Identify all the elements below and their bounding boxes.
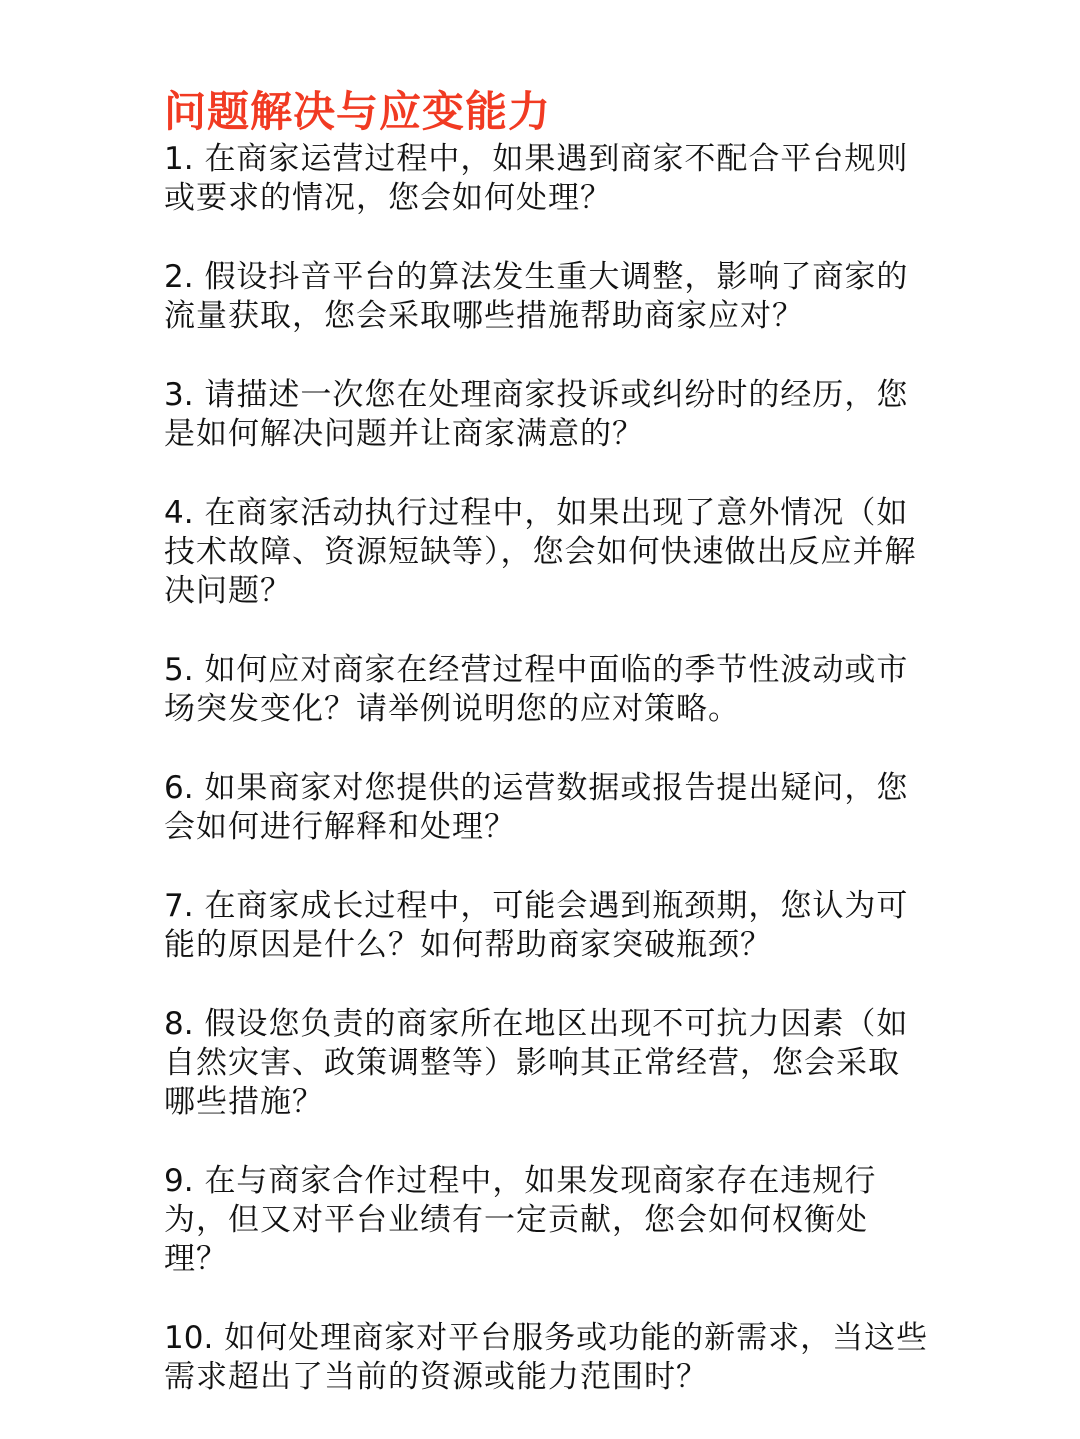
page-title: 问题解决与应变能力 xyxy=(164,87,552,136)
question-number: 2. xyxy=(164,259,194,295)
question-item-9 xyxy=(164,1162,930,1279)
question-item-2 xyxy=(164,258,930,336)
question-item-1 xyxy=(164,140,930,218)
question-text: 在商家活动执行过程中，如果出现了意外情况（如技术故障、资源短缺等），您会如何快速做出反应并解决问题？ xyxy=(164,495,917,609)
question-number: 4. xyxy=(164,495,194,531)
question-text: 在与商家合作过程中，如果发现商家存在违规行为，但又对平台业绩有一定贡献，您会如何权衡处理？ xyxy=(164,1163,877,1277)
question-number: 9. xyxy=(164,1163,194,1199)
question-text: 如何应对商家在经营过程中面临的季节性波动或市场突发变化？请举例说明您的应对策略。 xyxy=(164,652,909,727)
question-text: 请描述一次您在处理商家投诉或纠纷时的经历，您是如何解决问题并让商家满意的？ xyxy=(164,377,909,452)
question-number: 7. xyxy=(164,888,194,924)
question-text: 假设您负责的商家所在地区出现不可抗力因素（如自然灾害、政策调整等）影响其正常经营，您会采取哪些措施？ xyxy=(164,1006,909,1120)
question-number: 8. xyxy=(164,1006,194,1042)
question-item-7 xyxy=(164,887,930,965)
question-number: 5. xyxy=(164,652,194,688)
question-text: 在商家成长过程中，可能会遇到瓶颈期，您认为可能的原因是什么？如何帮助商家突破瓶颈？ xyxy=(164,888,909,963)
question-text: 如果商家对您提供的运营数据或报告提出疑问，您会如何进行解释和处理？ xyxy=(164,770,909,845)
question-item-8 xyxy=(164,1005,930,1122)
question-list xyxy=(164,140,930,1397)
question-text: 在商家运营过程中，如果遇到商家不配合平台规则或要求的情况，您会如何处理？ xyxy=(164,141,909,216)
question-item-10 xyxy=(164,1319,930,1397)
question-number: 1. xyxy=(164,141,194,177)
question-text: 如何处理商家对平台服务或功能的新需求，当这些需求超出了当前的资源或能力范围时？ xyxy=(164,1320,929,1395)
question-text: 假设抖音平台的算法发生重大调整，影响了商家的流量获取，您会采取哪些措施帮助商家应对？ xyxy=(164,259,909,334)
question-number: 10. xyxy=(164,1320,214,1356)
question-item-4 xyxy=(164,494,930,611)
question-number: 3. xyxy=(164,377,194,413)
question-item-6 xyxy=(164,769,930,847)
question-item-3 xyxy=(164,376,930,454)
question-item-5 xyxy=(164,651,930,729)
question-number: 6. xyxy=(164,770,194,806)
